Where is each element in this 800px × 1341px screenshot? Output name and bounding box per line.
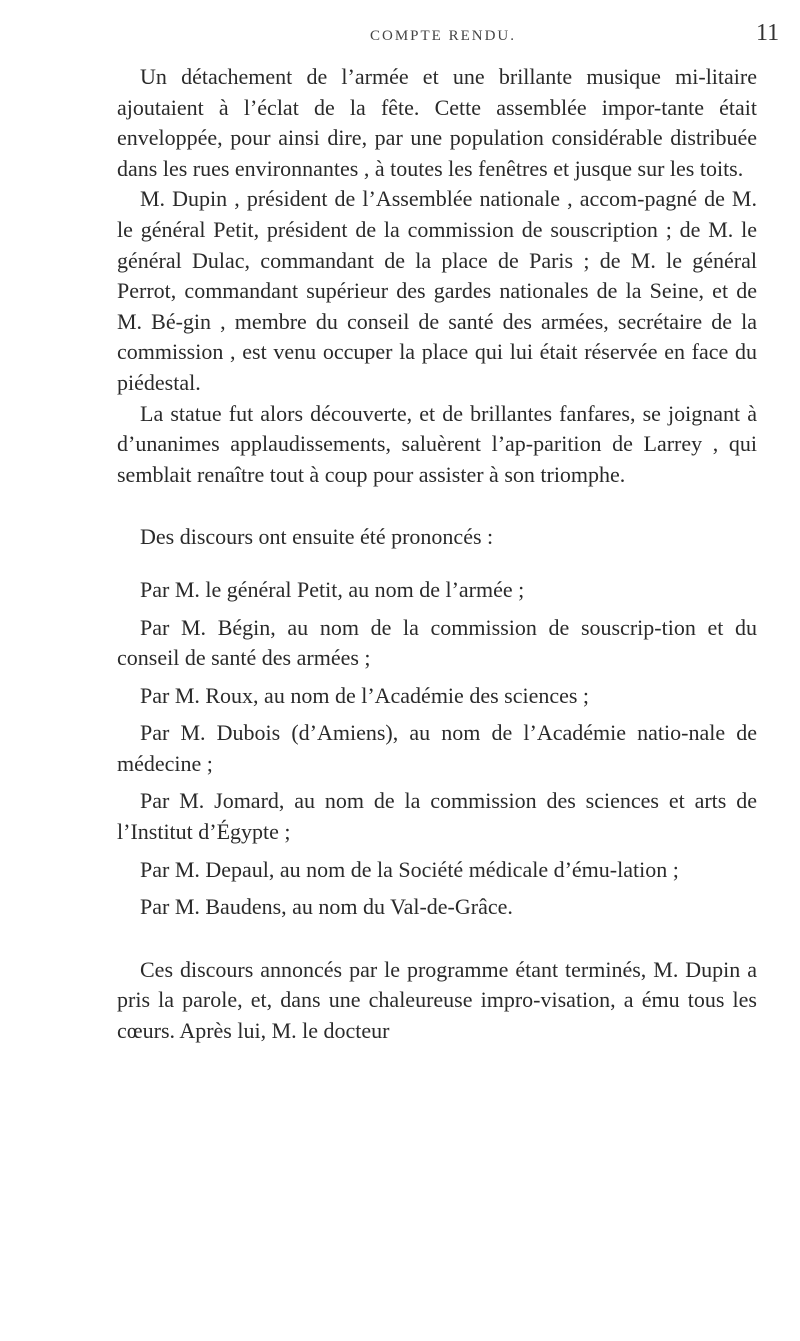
speech-list-item: Par M. Bégin, au nom de la commission de souscrip-tion et du conseil de santé des armées ;: [117, 614, 757, 671]
speech-list-item: Par M. Dubois (d’Amiens), au nom de l’Académie natio-nale de médecine ;: [117, 720, 757, 776]
running-head: [0, 20, 800, 56]
paragraph-speeches-intro: Des discours ont ensuite été prononcés :: [140, 524, 494, 550]
paragraph-dupin-improvisation: Ces discours annoncés par le programme étant terminés, M. Dupin a pris la parole, et, dans une chaleureuse impro-visation, a ému tous les cœurs. Après lui, M. le docteur: [117, 956, 757, 1044]
running-head-title: COMPTE RENDU.: [370, 28, 517, 44]
body-text: [117, 62, 757, 1047]
paragraph-statue-unveiling: La statue fut alors découverte, et de brillantes fanfares, se joignant à d’unanimes applaudissements, saluèrent l’ap-parition de Larrey , qui semblait renaître tout à coup pour assister à son triomphe.: [117, 400, 757, 487]
speech-list-item: Par M. Jomard, au nom de la commission des sciences et arts de l’Institut d’Égypte ;: [117, 788, 757, 845]
speech-list-item: Par M. le général Petit, au nom de l’armée ;: [140, 576, 525, 602]
speech-list-item: Par M. Depaul, au nom de la Société médicale d’ému-lation ;: [140, 856, 679, 882]
page-number: 11: [756, 20, 780, 46]
speech-list-item: Par M. Roux, au nom de l’Académie des sciences ;: [140, 682, 590, 708]
speech-list-item: Par M. Baudens, au nom du Val-de-Grâce.: [140, 894, 513, 920]
paragraph-ceremony-crowd: Un détachement de l’armée et une brillante musique mi-litaire ajoutaient à l’éclat de la fête. Cette assemblée impor-tante était enveloppée, pour ainsi dire, par une population considérable distribuée dans les rues environnantes , à toutes les fenêtres et jusque sur les toits.: [117, 64, 757, 181]
paragraph-dupin-arrival: M. Dupin , président de l’Assemblée nationale , accom-pagné de M. le général Petit, président de la commission de souscription ; de M. le général Dulac, commandant de la place de Paris ; de M. le général Perrot, commandant supérieur des gardes nationales de la Seine, et de M. Bé-gin , membre du conseil de santé des armées, secrétaire de la commission , est venu occuper la place qui lui était réservée en face du piédestal.: [117, 186, 757, 395]
